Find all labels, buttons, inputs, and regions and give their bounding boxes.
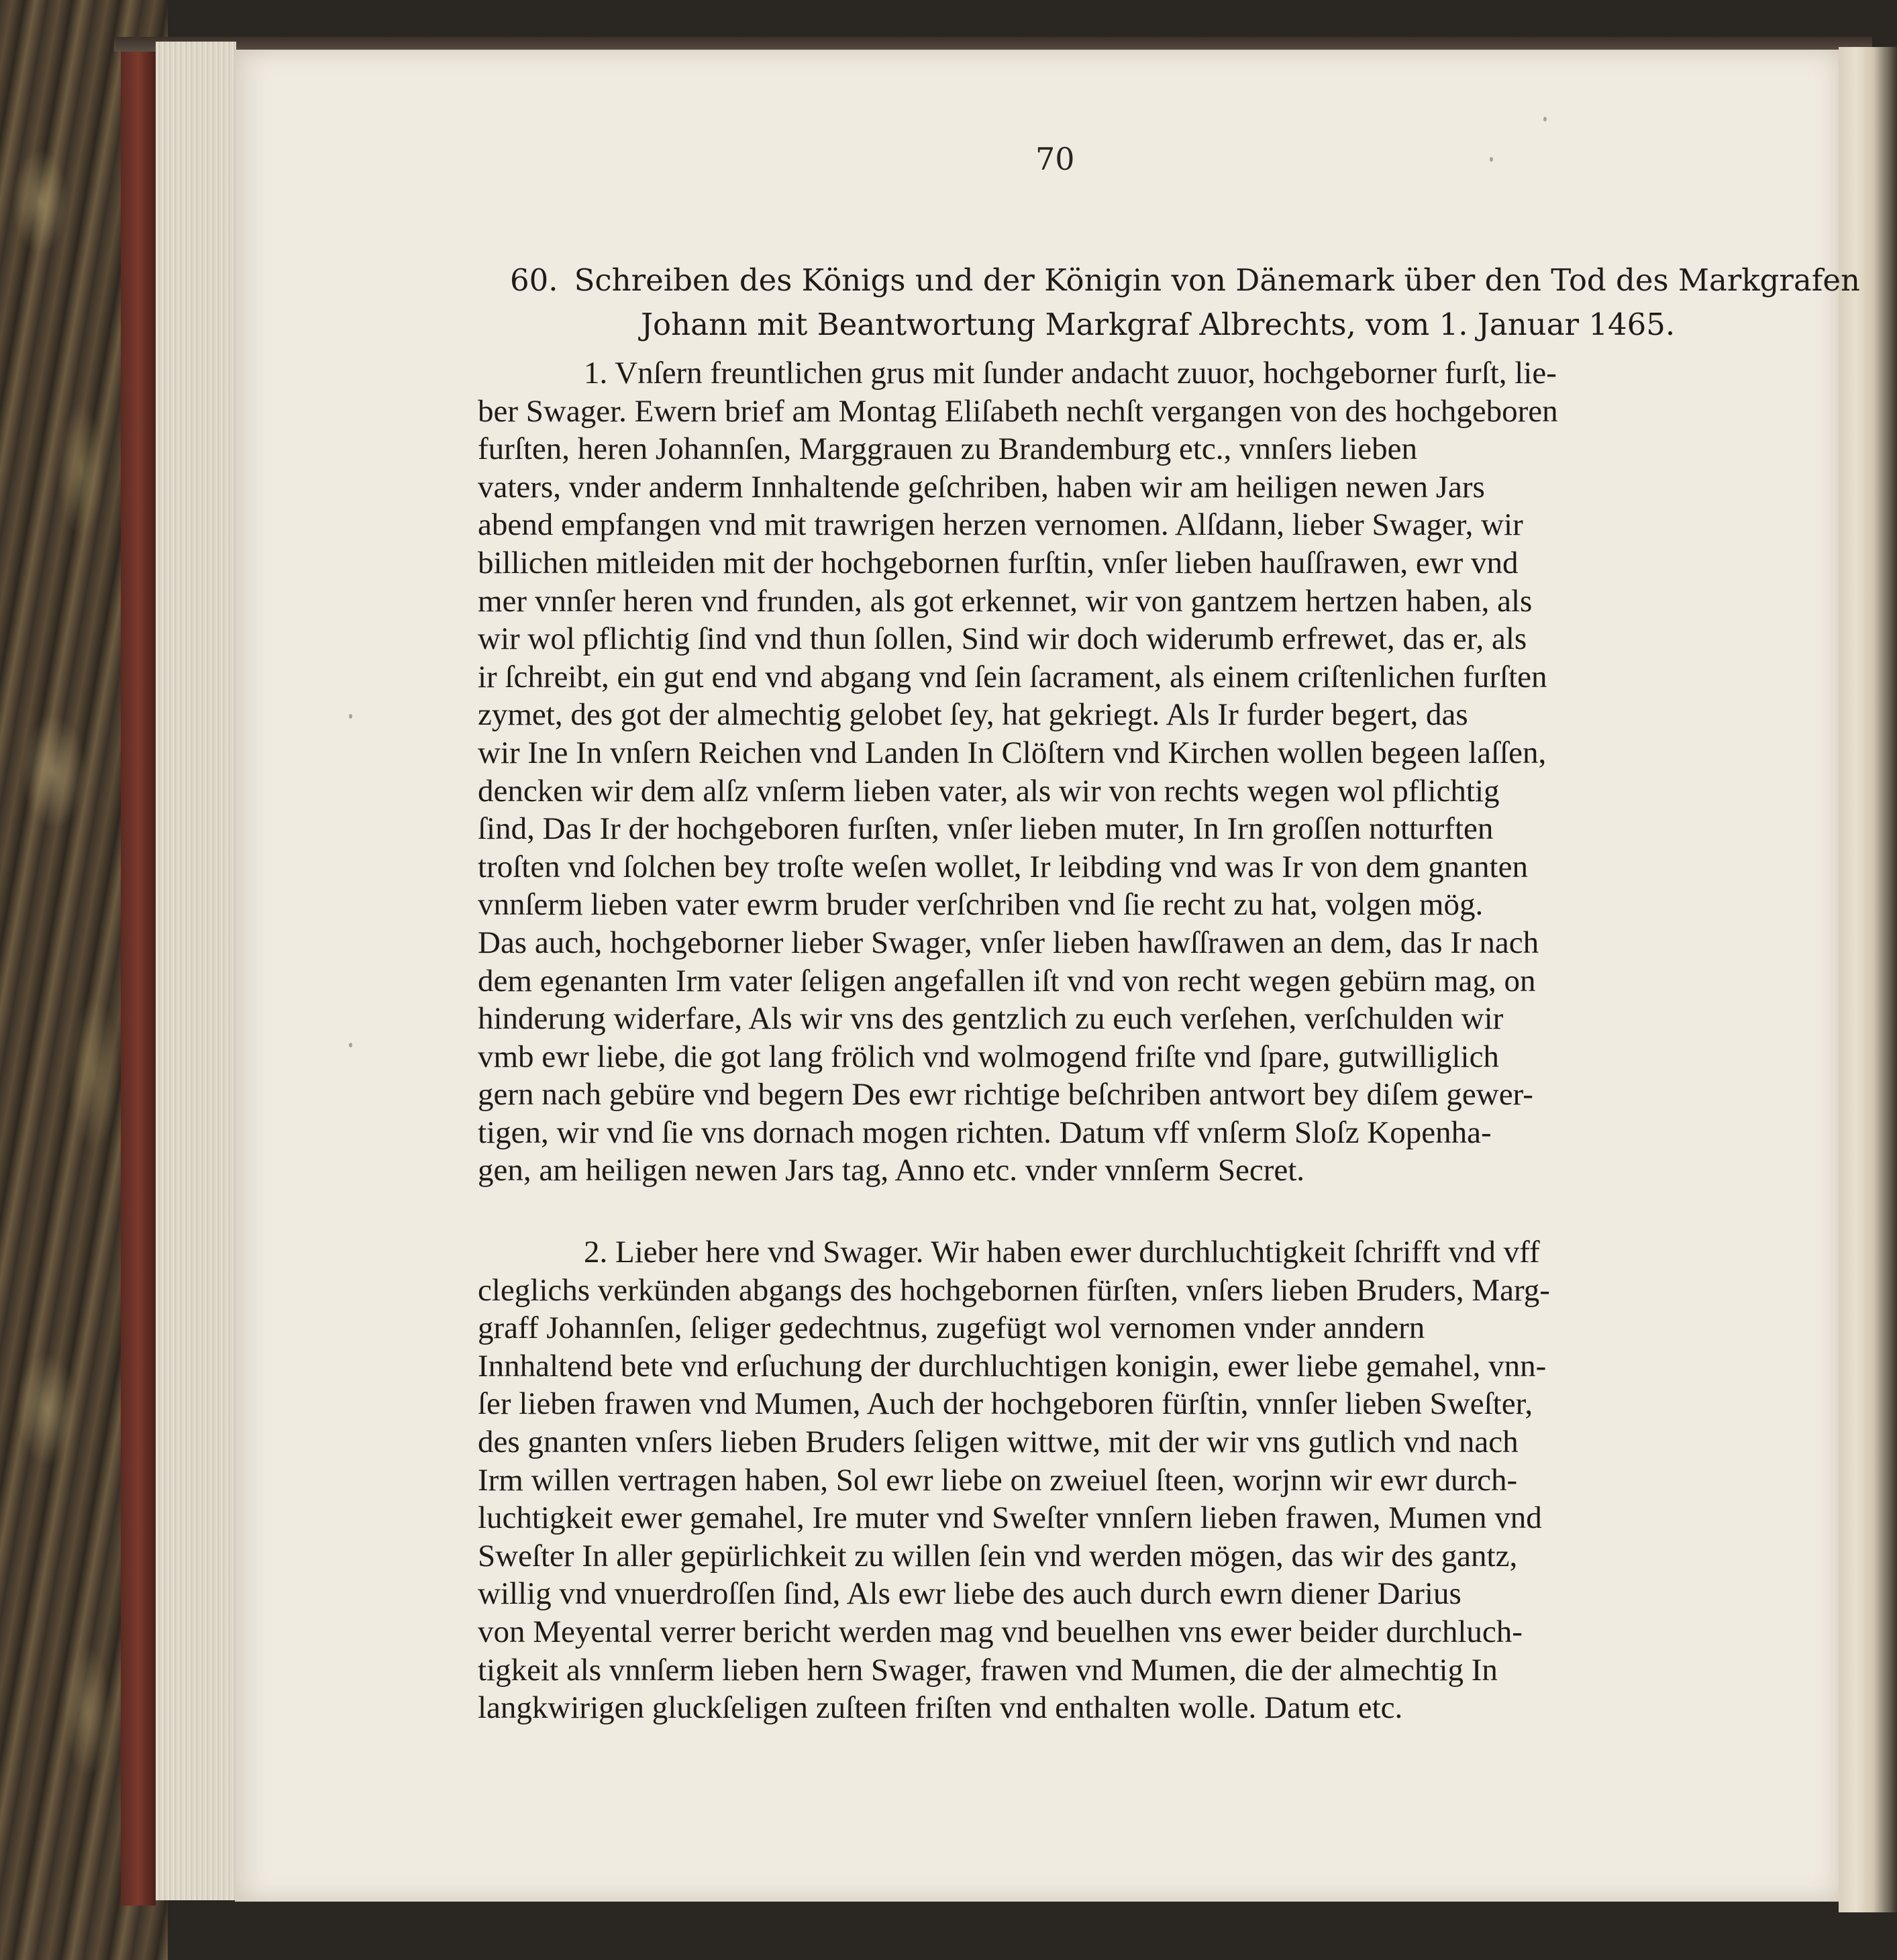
text-line: luchtigkeit ewer gemahel, Ire muter vnd Sweſter vnnſern lieben frawen, Mumen vnd: [478, 1500, 1542, 1536]
text-line: wir Ine In vnſern Reichen vnd Landen In Clöſtern vnd Kirchen wollen begeen laſſen,: [478, 735, 1547, 770]
text-line: zymet, des got der almechtig gelobet ſey, hat gekriegt. Als Ir furder begert, das: [478, 697, 1468, 733]
paper-fleck: [349, 714, 352, 719]
text-line: ber Swager. Ewern brief am Montag Eliſabeth nechſt vergangen von des hochgeboren: [478, 393, 1558, 429]
text-line: 1. Vnſern freuntlichen grus mit ſunder andacht zuuor, hochgeborner furſt, lie-: [584, 356, 1557, 391]
text-line: ſind, Das Ir der hochgeboren furſten, vnſer lieben muter, In Irn groſſen notturften: [478, 811, 1494, 847]
text-line: mer vnnſer heren vnd frunden, als got erkennet, wir von gantzem hertzen haben, als: [478, 583, 1533, 619]
text-line: tigkeit als vnnſerm lieben hern Swager, frawen vnd Mumen, die der almechtig In: [478, 1652, 1498, 1688]
text-line: billichen mitleiden mit der hochgebornen furſtin, vnſer lieben hauſſrawen, ewr vnd: [478, 545, 1519, 580]
text-line: gern nach gebüre vnd begern Des ewr richtige beſchriben antwort bey diſem gewer-: [478, 1077, 1533, 1113]
text-line: cleglichs verkünden abgangs des hochgebornen fürſten, vnſers lieben Bruders, Marg-: [478, 1272, 1550, 1308]
text-line: dencken wir dem alſz vnſerm lieben vater, als wir von rechts wegen wol pflichtig: [478, 773, 1500, 809]
heading-line-1: [510, 258, 1860, 303]
text-line: hinderung widerfare, Als wir vns des gentzlich zu euch verſehen, verſchulden wir: [478, 1001, 1504, 1037]
text-line: troſten vnd ſolchen bey troſte weſen wollet, Ir leibding vnd was Ir von dem gnanten: [478, 849, 1528, 884]
page-number: 70: [1035, 141, 1075, 177]
text-line: abend empfangen vnd mit trawrigen herzen vernomen. Alſdann, lieber Swager, wir: [478, 507, 1523, 543]
text-line: gen, am heiligen newen Jars tag, Anno etc. vnder vnnſerm Secret.: [478, 1153, 1305, 1188]
text-line: Innhaltend bete vnd erſuchung der durchluchtigen konigin, ewer liebe gemahel, vnn-: [478, 1348, 1547, 1384]
letter-paragraph-1: [478, 354, 1712, 1190]
text-line: des gnanten vnſers lieben Bruders ſeligen wittwe, mit der wir vns gutlich vnd nach: [478, 1424, 1519, 1459]
text-line: Sweſter In aller gepürlichkeit zu willen ſein vnd werden mögen, das wir des gantz,: [478, 1538, 1518, 1574]
letter-paragraph-2: [478, 1233, 1712, 1727]
heading-text-1: Schreiben des Königs und der Königin von Dänemark über den Tod des Markgrafen: [574, 262, 1860, 298]
paper-fleck: [1543, 117, 1547, 121]
right-page-edge: [1839, 47, 1897, 1912]
text-line: willig vnd vnuerdroſſen ſind, Als ewr liebe des auch durch ewrn diener Darius: [478, 1576, 1462, 1612]
text-line: tigen, wir vnd ſie vns dornach mogen richten. Datum vff vnſerm Sloſz Kopenha-: [478, 1115, 1492, 1150]
text-line: vnnſerm lieben vater ewrm bruder verſchriben vnd ſie recht zu hat, volgen mög.: [478, 887, 1484, 923]
text-line: 2. Lieber here vnd Swager. Wir haben ewer durchluchtigkeit ſchrifft vnd vff: [584, 1235, 1540, 1270]
text-line: Das auch, hochgeborner lieber Swager, vnſer lieben hawſſrawen an dem, das Ir nach: [478, 925, 1539, 960]
text-line: dem egenanten Irm vater ſeligen angefallen iſt vnd von recht wegen gebürn mag, on: [478, 963, 1536, 998]
text-line: vaters, vnder anderm Innhaltende geſchriben, haben wir am heiligen newen Jars: [478, 469, 1485, 505]
text-line: ſer lieben frawen vnd Mumen, Auch der hochgeboren fürſtin, vnnſer lieben Sweſter,: [478, 1386, 1533, 1422]
text-line: langkwirigen gluckſeligen zuſteen friſten vnd enthalten wolle. Datum etc.: [478, 1690, 1403, 1726]
document-heading: [510, 258, 1860, 347]
text-line: vmb ewr liebe, die got lang frölich vnd wolmogend friſte vnd ſpare, gutwilliglich: [478, 1039, 1499, 1074]
paper-fleck: [349, 1043, 352, 1047]
page-stack-edges: [156, 42, 236, 1900]
text-line: graff Johannſen, ſeliger gedechtnus, zugefügt wol vernomen vnder anndern: [478, 1310, 1425, 1346]
cover-spine-edge: [121, 40, 156, 1906]
heading-line-2: Johann mit Beantwortung Markgraf Albrechts, vom 1. Januar 1465.: [641, 307, 1676, 342]
text-line: wir wol pflichtig ſind vnd thun ſollen, Sind wir doch widerumb erfrewet, das er, als: [478, 621, 1527, 657]
heading-number: 60.: [510, 262, 558, 298]
paper-fleck: [1490, 157, 1493, 162]
text-line: Irm willen vertragen haben, Sol ewr liebe on zweiuel ſteen, worjnn wir ewr durch-: [478, 1462, 1518, 1498]
text-line: furſten, heren Johannſen, Marggrauen zu Brandemburg etc., vnnſers lieben: [478, 431, 1417, 467]
text-line: von Meyental verrer bericht werden mag vnd beuelhen vns ewer beider durchluch-: [478, 1614, 1523, 1649]
text-line: ir ſchreibt, ein gut end vnd abgang vnd ſein ſacrament, als einem criſtenlichen furſten: [478, 659, 1547, 694]
